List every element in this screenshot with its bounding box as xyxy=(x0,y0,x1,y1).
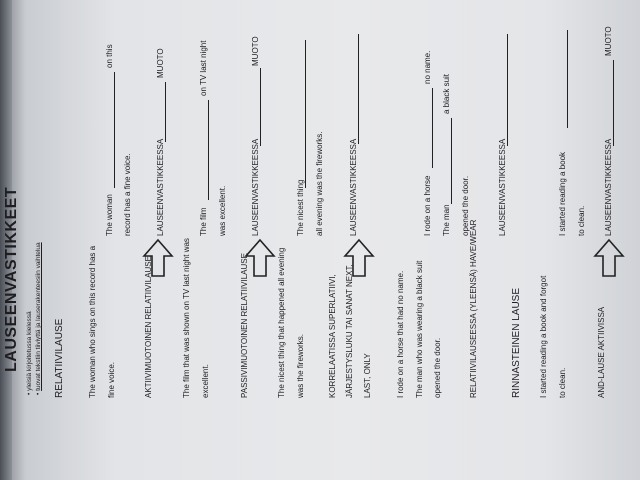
arrow-up-icon xyxy=(244,238,276,278)
arrow-up-icon xyxy=(593,238,625,278)
page-title: LAUSEENVASTIKKEET xyxy=(3,186,20,372)
right-lv-3: LAUSEENVASTIKKEESSA xyxy=(349,138,358,236)
right-2-end: on TV last night xyxy=(199,40,208,96)
fill-blank xyxy=(567,30,568,128)
section-heading-relatiivilause: RELATIIVILAUSE xyxy=(54,318,65,398)
section-heading-rinnasteinen: RINNASTEINEN LAUSE xyxy=(511,287,522,398)
right-lv-2: LAUSEENVASTIKKEESSA xyxy=(251,138,260,236)
right-lv-1: LAUSEENVASTIKKEESSA xyxy=(156,138,165,236)
aktiivi-label: AKTIIVIMUOTOINEN RELATIIVILAUSE xyxy=(144,256,153,398)
korrelaatti-line-2: JÄRJESTYSLUKU TAI SANAT NEXT, xyxy=(345,264,354,398)
korrelaatti-line-3: LAST, ONLY xyxy=(363,353,372,398)
example-4-line-1: I rode on a horse that had no name. xyxy=(396,270,405,398)
right-1-end: on this xyxy=(105,44,114,68)
right-2-line-2: was excellent. xyxy=(218,185,227,236)
section2-lv: LAUSEENVASTIKKEESSA xyxy=(604,138,613,236)
example-2-line-2: excellent. xyxy=(201,364,210,398)
passiivi-label: PASSIVIMUOTOINEN RELATIIVILAUSE xyxy=(240,253,249,398)
section2-right-line-2: to clean. xyxy=(577,205,586,236)
korrelaatti-line-1: KORRELAATISSA SUPERLATIIVI, xyxy=(328,274,337,398)
right-4-line-3: opened the door. xyxy=(461,175,470,236)
muoto-2: MUOTO xyxy=(251,36,260,66)
fill-blank xyxy=(114,72,115,188)
right-4-line-2a: The man xyxy=(442,204,451,236)
section2-muoto: MUOTO xyxy=(604,26,613,56)
arrow-up-icon xyxy=(343,238,375,278)
right-3-line-1: The nicest thing xyxy=(296,179,305,236)
right-1-line-2: record has a fine voice. xyxy=(123,153,132,236)
relatiivilause-have-label: RELATIIVILAUSEESSA (YLEENSÄ) HAVE/WEAR xyxy=(469,219,478,398)
right-lv-4: LAUSEENVASTIKKEESSA xyxy=(498,138,507,236)
example-4-line-3: opened the door. xyxy=(433,337,442,398)
right-3-line-2: all evening was the fireworks. xyxy=(315,131,324,236)
fill-blank xyxy=(358,34,359,144)
example-3-line-1: The nicest thing that happened all evening xyxy=(277,247,286,398)
section2-right-line-1: I started reading a book xyxy=(558,151,567,236)
right-2-start: The film xyxy=(199,207,208,236)
right-4-line-2b: a black suit xyxy=(442,73,451,114)
fill-blank xyxy=(208,100,209,200)
section2-example-line-2: to clean. xyxy=(558,367,567,398)
section2-example-line-1: I started reading a book and forgot xyxy=(539,275,548,398)
right-4-line-1a: I rode on a horse xyxy=(423,175,432,236)
fill-blank xyxy=(260,68,261,146)
right-4-line-1b: no name. xyxy=(423,50,432,84)
example-4-line-2: The man who was wearing a black suit xyxy=(415,260,424,398)
example-3-line-2: was the fireworks. xyxy=(296,333,305,398)
bullet-2: • tuovat tekstiin tiiviyttä ja lauserakenteesiin vaihtelua xyxy=(35,242,42,395)
bullet-1: • yleisiä kirjoitetussa kielessä xyxy=(26,311,33,395)
fill-blank xyxy=(613,60,614,146)
arrow-up-icon xyxy=(142,238,174,278)
fill-blank xyxy=(305,40,306,188)
fill-blank xyxy=(165,82,166,142)
right-1-start: The woman xyxy=(105,194,114,236)
fill-blank xyxy=(507,34,508,146)
fill-blank xyxy=(432,88,433,168)
and-lause-label: AND-LAUSE AKTIIVISSA xyxy=(597,306,606,398)
example-1-line-2: fine voice. xyxy=(107,361,116,398)
muoto-1: MUOTO xyxy=(156,48,165,78)
fill-blank xyxy=(451,118,452,204)
example-2-line-1: The film that was shown on TV last night was xyxy=(182,238,191,398)
example-1-line-1: The woman who sings on this record has a xyxy=(88,245,97,398)
